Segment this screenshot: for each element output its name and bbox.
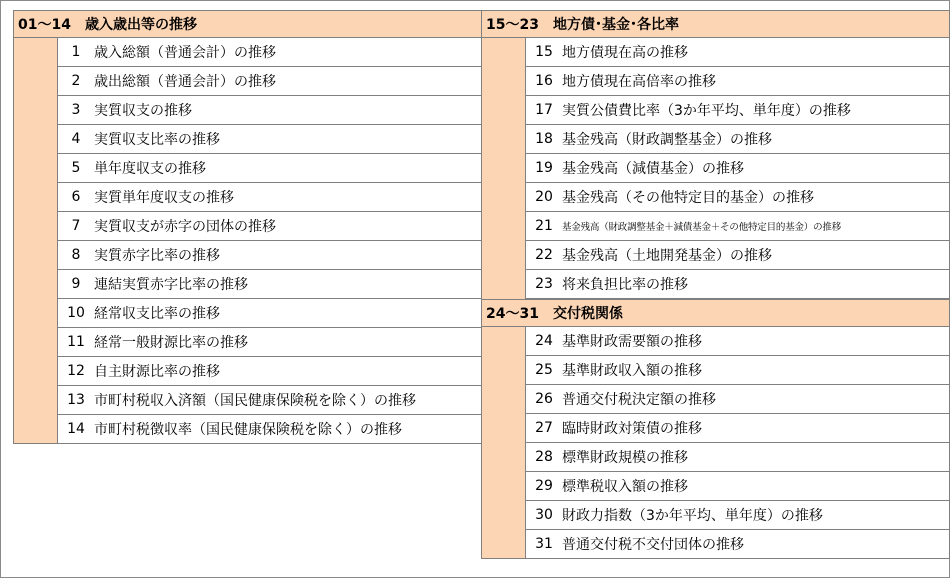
list-item-2[interactable] [57, 67, 482, 96]
list-item-11[interactable] [57, 328, 482, 357]
list-item-23[interactable] [525, 270, 950, 299]
item-label: 連結実質赤字比率の推移 [94, 277, 248, 293]
section-range: 15～23 [486, 17, 539, 33]
list-item-1[interactable] [57, 38, 482, 67]
list-item-8[interactable] [57, 241, 482, 270]
item-label: 基金残高（減債基金）の推移 [562, 161, 744, 177]
item-number: 24 [535, 333, 553, 349]
item-label: 実質収支比率の推移 [94, 132, 220, 148]
item-list [525, 327, 950, 559]
section-header [481, 299, 950, 327]
section-title: 地方債･基金･各比率 [552, 17, 679, 33]
list-item-13[interactable] [57, 386, 482, 415]
list-item-15[interactable] [525, 38, 950, 67]
item-label: 基準財政収入額の推移 [562, 363, 702, 379]
item-label: 標準財政規模の推移 [562, 450, 688, 466]
item-label: 基金残高（土地開発基金）の推移 [562, 248, 772, 264]
item-number: 13 [67, 392, 85, 408]
item-number: 18 [535, 131, 553, 147]
item-number: 7 [71, 218, 81, 234]
item-label: 経常一般財源比率の推移 [94, 335, 248, 351]
list-item-18[interactable] [525, 125, 950, 154]
item-number: 14 [67, 421, 85, 437]
section-header [13, 10, 482, 38]
list-item-6[interactable] [57, 183, 482, 212]
item-label: 基準財政需要額の推移 [562, 334, 702, 350]
section-range: 01～14 [18, 17, 71, 33]
list-item-30[interactable] [525, 501, 950, 530]
item-list [525, 38, 950, 299]
list-item-19[interactable] [525, 154, 950, 183]
item-label: 普通交付税決定額の推移 [562, 392, 716, 408]
item-label: 臨時財政対策債の推移 [562, 421, 702, 437]
item-label: 歳入総額（普通会計）の推移 [94, 45, 276, 61]
list-item-4[interactable] [57, 125, 482, 154]
item-number: 12 [67, 363, 85, 379]
section-header [481, 10, 950, 38]
item-number: 3 [71, 102, 81, 118]
item-number: 8 [71, 247, 81, 263]
item-number: 17 [535, 102, 553, 118]
item-number: 23 [535, 276, 553, 292]
item-label: 実質収支の推移 [94, 103, 192, 119]
item-number: 4 [71, 131, 81, 147]
list-item-24[interactable] [525, 327, 950, 356]
section-title: 交付税関係 [552, 306, 623, 322]
item-label: 将来負担比率の推移 [562, 277, 688, 293]
list-item-29[interactable] [525, 472, 950, 501]
list-item-7[interactable] [57, 212, 482, 241]
list-item-27[interactable] [525, 414, 950, 443]
list-item-26[interactable] [525, 385, 950, 414]
item-number: 10 [67, 305, 85, 321]
item-number: 1 [71, 44, 81, 60]
item-number: 25 [535, 362, 553, 378]
item-number: 19 [535, 160, 553, 176]
item-number: 31 [535, 536, 553, 552]
item-label: 普通交付税不交付団体の推移 [562, 537, 744, 553]
section-title: 歳入歳出等の推移 [84, 17, 197, 33]
item-number: 30 [535, 507, 553, 523]
item-label: 標準税収入額の推移 [562, 479, 688, 495]
list-item-25[interactable] [525, 356, 950, 385]
section-gutter [13, 38, 57, 444]
item-label: 歳出総額（普通会計）の推移 [94, 74, 276, 90]
item-number: 16 [535, 73, 553, 89]
item-label: 地方債現在高の推移 [562, 45, 688, 61]
list-item-9[interactable] [57, 270, 482, 299]
list-item-22[interactable] [525, 241, 950, 270]
item-label: 基金残高（財政調整基金）の推移 [562, 132, 772, 148]
list-item-21[interactable] [525, 212, 950, 241]
item-label: 市町村税徴収率（国民健康保険税を除く）の推移 [94, 422, 402, 438]
list-item-17[interactable] [525, 96, 950, 125]
item-label: 地方債現在高倍率の推移 [562, 74, 716, 90]
item-label: 実質単年度収支の推移 [94, 190, 234, 206]
item-number: 26 [535, 391, 553, 407]
item-number: 29 [535, 478, 553, 494]
section-gutter [481, 38, 525, 299]
item-label: 経常収支比率の推移 [94, 306, 220, 322]
list-item-28[interactable] [525, 443, 950, 472]
section-gutter [481, 327, 525, 559]
item-number: 11 [67, 334, 85, 350]
item-label: 自主財源比率の推移 [94, 364, 220, 380]
item-list [57, 38, 482, 444]
item-number: 15 [535, 44, 553, 60]
list-item-10[interactable] [57, 299, 482, 328]
item-number: 22 [535, 247, 553, 263]
list-item-31[interactable] [525, 530, 950, 559]
item-label: 実質収支が赤字の団体の推移 [94, 219, 276, 235]
list-item-5[interactable] [57, 154, 482, 183]
item-number: 2 [71, 73, 81, 89]
list-item-3[interactable] [57, 96, 482, 125]
item-number: 6 [71, 189, 81, 205]
section-range: 24～31 [486, 306, 539, 322]
item-label: 実質公債費比率（3か年平均、単年度）の推移 [562, 103, 851, 119]
item-label: 財政力指数（3か年平均、単年度）の推移 [562, 508, 823, 524]
item-number: 27 [535, 420, 553, 436]
item-label: 実質赤字比率の推移 [94, 248, 220, 264]
item-label: 単年度収支の推移 [94, 161, 206, 177]
item-number: 20 [535, 189, 553, 205]
item-number: 21 [535, 218, 553, 234]
item-number: 28 [535, 449, 553, 465]
list-item-12[interactable] [57, 357, 482, 386]
list-item-16[interactable] [525, 67, 950, 96]
list-item-20[interactable] [525, 183, 950, 212]
item-label: 市町村税収入済額（国民健康保険税を除く）の推移 [94, 393, 416, 409]
item-number: 9 [71, 276, 81, 292]
item-number: 5 [71, 160, 81, 176]
item-label: 基金残高（その他特定目的基金）の推移 [562, 190, 814, 206]
item-label: 基金残高（財政調整基金＋減債基金＋その他特定目的基金）の推移 [562, 222, 842, 233]
list-item-14[interactable] [57, 415, 482, 444]
